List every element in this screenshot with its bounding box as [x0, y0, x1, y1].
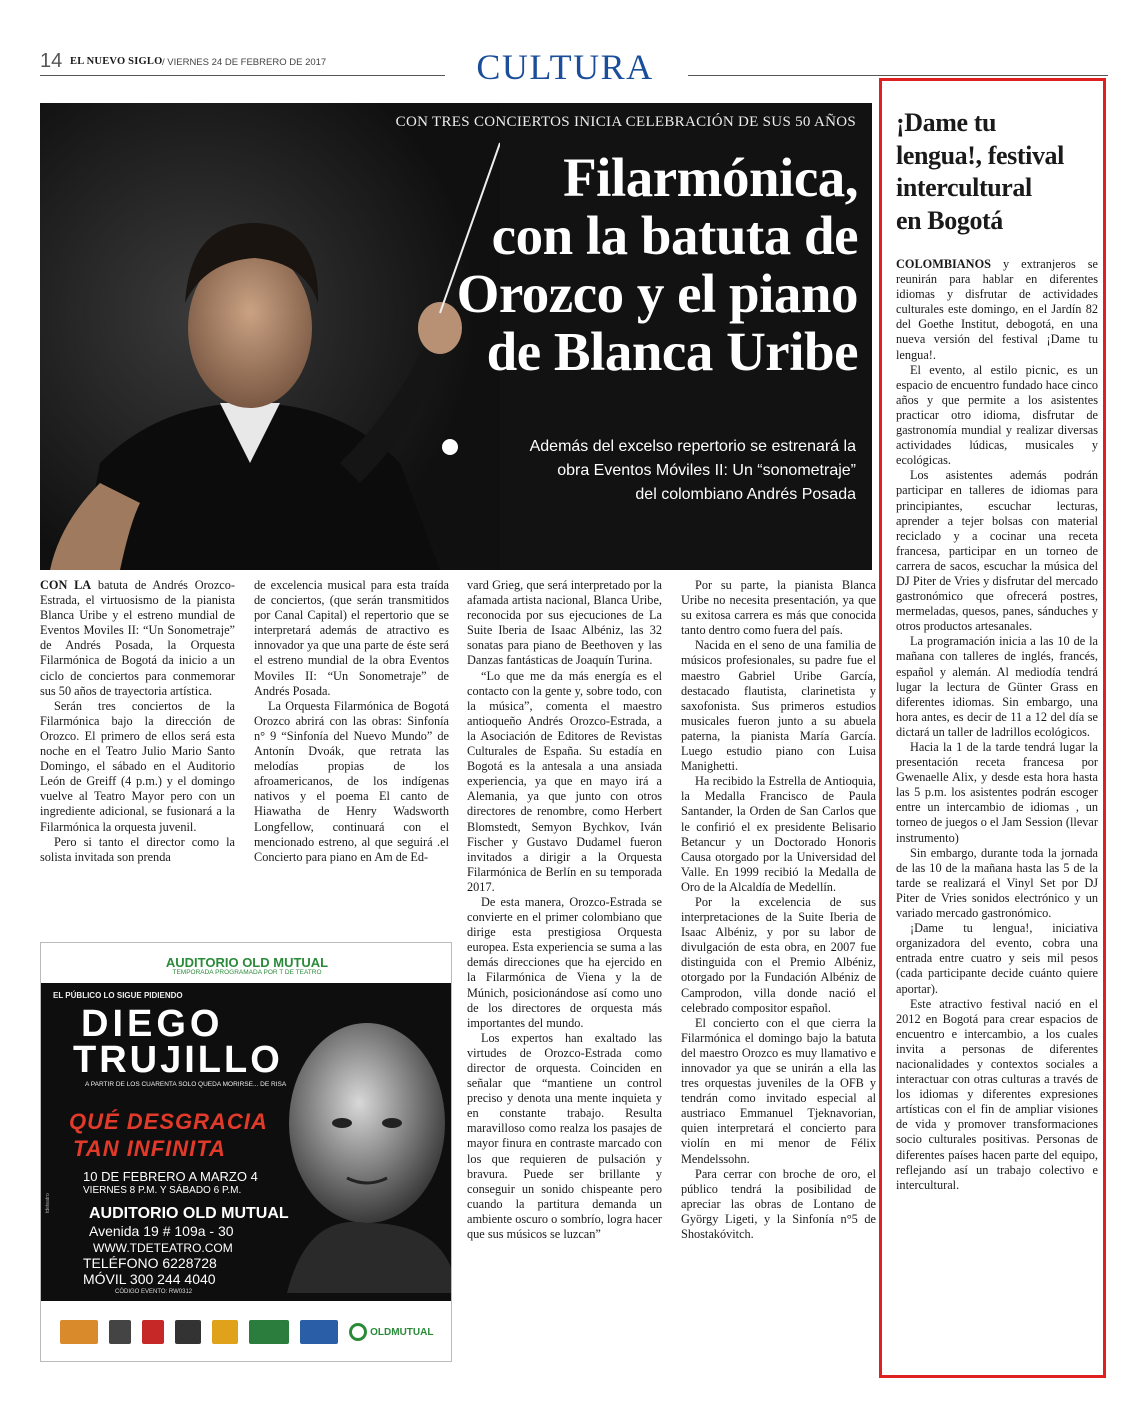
article-column-4 — [681, 578, 876, 1242]
show-times: VIERNES 8 P.M. Y SÁBADO 6 P.M. — [83, 1185, 242, 1196]
sponsor-logo — [212, 1320, 238, 1344]
venue-address: Avenida 19 # 109a - 30 — [89, 1223, 234, 1239]
theater-advertisement — [40, 942, 452, 1362]
sidebar-paragraph: Sin embargo, durante toda la jornada de las 10 de la mañana hasta las 5 de la tarde se realizará el Vinyl Set por DJ Piter de Vries sonidos electrónico y un variado mercado gastronómico. — [896, 845, 1098, 921]
header-rule-left — [40, 75, 445, 76]
article-paragraph: Para cerrar con broche de oro, el público tendrá la posibilidad de apreciar las obras de Lontano de György Ligeti, y la Sinfonía n°5 de Shostakóvitch. — [681, 1166, 876, 1242]
ad-mobile: MÓVIL 300 244 4040 — [83, 1271, 216, 1287]
sponsor-logo — [109, 1320, 131, 1344]
ad-vertical-credit: tdeteatro — [45, 1193, 51, 1213]
ad-phone: TELÉFONO 6228728 — [83, 1255, 217, 1271]
header-rule-right — [688, 75, 1108, 76]
performer-first-name: DIEGO — [81, 1003, 224, 1045]
sidebar-paragraph: ¡Dame tu lengua!, iniciativa organizadora del evento, cobra una entrada entre cuatro y seis mil pesos (cada participante decide cuánto quiere aportar). — [896, 921, 1098, 996]
newspaper-name: EL NUEVO SIGLO — [70, 56, 163, 67]
show-title-line: QUÉ DESGRACIA — [69, 1109, 268, 1134]
sponsor-logo — [175, 1320, 201, 1344]
headline-line: con la batuta de — [491, 205, 858, 266]
show-dates: 10 DE FEBRERO A MARZO 4 — [83, 1169, 258, 1184]
article-paragraph — [40, 578, 235, 699]
article-column-3 — [467, 578, 662, 1242]
sidebar-paragraph — [896, 257, 1098, 363]
article-column-1 — [40, 578, 235, 865]
issue-date: / VIERNES 24 DE FEBRERO DE 2017 — [162, 57, 327, 68]
ad-poster — [41, 983, 452, 1301]
article-paragraph: Los expertos han exaltado las virtudes de Orozco-Estrada como director de orquesta. Coinciden en señalar que “mantiene un control preciso y denota una mente inquieta y en constante trabajo. Resulta maravilloso como realza los pasajes de mayor finura en contraste marcado con los que requieren de pulsación y bravura. Puede ser brillante y conseguir un sonido chispeante pero cuando la partitura demanda un ambiente oscuro o sombrío, logra hacer que sus músicos se luzcan” — [467, 1030, 662, 1242]
sponsor-strip — [41, 1301, 452, 1362]
sidebar-headline-line: en Bogotá — [896, 205, 1003, 235]
sidebar-headline-line: ¡Dame tu — [896, 108, 997, 137]
headline-line: de Blanca Uribe — [486, 321, 858, 382]
headline-line: Filarmónica, — [563, 147, 858, 208]
paragraph-text: y extranjeros se reunirán para hablar en diferentes idiomas y disfrutar de actividades culturales este domingo, en el Jardín 82 del Goethe Institut, debogotá, en una nueva versión del festival ¡Dame tu lengua!. — [896, 257, 1098, 362]
sponsor-logo — [142, 1320, 164, 1344]
bullet-dot-icon — [442, 439, 458, 455]
ad-tag: EL PÚBLICO LO SIGUE PIDIENDO — [53, 991, 183, 1000]
old-mutual-icon — [349, 1323, 367, 1341]
article-paragraph: Por su parte, la pianista Blanca Uribe no necesita presentación, ya que su exitosa carrera es más que conocida tanto dentro como fuera del país. — [681, 578, 876, 638]
ad-venue-header: AUDITORIO OLD MUTUAL — [165, 955, 329, 970]
subheadline-line: Además del excelso repertorio se estrenará la — [529, 438, 856, 455]
sidebar-body — [896, 257, 1098, 1193]
sidebar-headline — [896, 107, 1101, 237]
sidebar-headline-line: intercultural — [896, 173, 1032, 202]
old-mutual-label: OLDMUTUAL — [370, 1326, 434, 1338]
sidebar-paragraph: Este atractivo festival nació en el 2012 en Bogotá para crear espacios de encuentro e intercambio, a los cuales invita a personas de diferentes nacionalidades y contextos sociales a interactuar con otras culturas a través de los idiomas y diferentes expresiones artísticas con el fin de ampliar visiones de vida y promover transformaciones socio culturales positivas. Personas de diferentes países hacen parte del equipo, reflejando así un trabajo colectivo e intercultural. — [896, 996, 1098, 1192]
event-code: CÓDIGO EVENTO: RW0312 — [115, 1289, 193, 1295]
article-paragraph: El concierto con el que cierra la Filarmónica el domingo bajo la batuta del maestro Orozco es muy llamativo e innovador ya que se unirán a ella las tres orquestas juveniles de la OFB y tendrán como invitado especial al austriaco Emmanuel Tjeknavorian, quien interpretará el concierto para violín en mi menor de Félix Mendelssohn. — [681, 1015, 876, 1166]
sponsor-logo — [60, 1320, 98, 1344]
section-title: CULTURA — [476, 47, 654, 87]
hero-banner — [40, 103, 872, 570]
article-paragraph: Ha recibido la Estrella de Antioquia, la Medalla Francisco de Paula Santander, la Orden de San Carlos que le confirió el ex presidente Belisario Betancur y un Doctorado Honoris Causa otorgado por la Universidad del Valle. En 1999 recibió la Medalla de Oro de la Alcaldía de Medellín. — [681, 774, 876, 894]
sponsor-logo — [300, 1320, 338, 1344]
article-paragraph: vard Grieg, que será interpretado por la afamada artista nacional, Blanca Uribe, reconocida por sus ejecuciones de La Suite Iberia de Isaac Albéniz, las 32 sonatas para piano de Beethoven y las Danzas fantásticas de Joaquín Turina. — [467, 578, 662, 668]
hero-kicker: CON TRES CONCIERTOS INICIA CELEBRACIÓN DE SUS 50 AÑOS — [395, 114, 856, 130]
article-paragraph: La Orquesta Filarmónica de Bogotá Orozco abrirá con las obras: Sinfonía n° 9 “Sinfonía del Nuevo Mundo” de Antonín Dvoák, que retrata las melodías propias de los afroamericanos, de los indígenas nativos y el poema El canto de Hiawatha de Henry Wadsworth Longfellow, continuará con el mencionado estreno, al que seguirá .el Concierto para piano en Am de Ed- — [254, 698, 449, 864]
ad-season: TEMPORADA PROGRAMADA POR T DE TEATRO — [172, 969, 322, 976]
lead-in: COLOMBIANOS — [896, 257, 991, 271]
paragraph-text: batuta de Andrés Orozco-Estrada, el virtuosismo de la pianista Blanca Uribe y el estreno mundial de Eventos Moviles II: “Un Sonometraje” de Andrés Posada, la Orquesta Filarmónica de Bogotá da inicio a un ciclo de conciertos para conmemorar sus 50 años de trayectoria artística. — [40, 578, 235, 698]
show-venue: AUDITORIO OLD MUTUAL — [89, 1205, 289, 1222]
sidebar-paragraph: Hacia la 1 de la tarde tendrá lugar la presentación receta francesa por Gwenaelle Alix, y desde esta hora hasta las 5 p.m. los asistentes podrán escoger entre un intercambio de idiomas , un torneo de juegos o el Jam Session (llevar instrumento) — [896, 740, 1098, 845]
ad-tagline: A PARTIR DE LOS CUARENTA SOLO QUEDA MORIRSE... DE RISA — [85, 1081, 287, 1088]
page-number: 14 — [40, 50, 63, 72]
article-paragraph: Serán tres conciertos de la Filarmónica bajo la dirección de Orozco. El primero de ellos será esta noche en el Teatro Julio Mario Santo Domingo, el sábado en el Auditorio León de Greiff (4 p.m.) y el domingo vuelve al Teatro Mayor pero con un ingrediente adicional, se fusionará a la Filarmónica la orquesta juvenil. — [40, 698, 235, 834]
ad-website: WWW.TDETEATRO.COM — [93, 1241, 233, 1255]
show-title-line: TAN INFINITA — [73, 1136, 226, 1161]
performer-last-name: TRUJILLO — [73, 1039, 283, 1081]
subheadline-line: del colombiano Andrés Posada — [635, 486, 856, 503]
article-paragraph: “Lo que me da más energía es el contacto con la gente y, sobre todo, con la música”, comenta el maestro antioqueño Andrés Orozco-Estrada, a la Asociación de Editores de Revistas Culturales de España. Su estadía en Bogotá es la antesala a una ansiada experiencia, ya que en mayo irá a Alemania, ya que junto con otros directores de renombre, como Herbert Blomstedt, Semyon Bychkov, Iván Fischer y Gustavo Dudamel fueron invitados a dirigir a la Orquesta Filarmónica de Berlín en su temporada 2017. — [467, 668, 662, 894]
article-paragraph: de excelencia musical para esta traída de conciertos, (que serán transmitidos por Canal Capital) el repertorio que se interpretará además de atractivo es innovador ya que una parte de éste será el estreno mundial de la obra Eventos Moviles II: “Un Sonometraje” de Andrés Posada. — [254, 578, 449, 698]
lead-in: CON LA — [40, 578, 92, 592]
article-column-2 — [254, 578, 449, 865]
subheadline-line: obra Eventos Móviles II: Un “sonometraje” — [557, 462, 856, 479]
sidebar-paragraph: La programación inicia a las 10 de la mañana con talleres de inglés, francés, español y alemán. Al mediodía tendrá lugar la lectura de Günter Grass en diferentes idiomas. Sin embargo, una hora antes, es decir de 11 a 12 del día se dictará un taller de ladrillos ecológicos. — [896, 634, 1098, 739]
sponsor-logo — [249, 1320, 289, 1344]
headline-line: Orozco y el piano — [456, 263, 858, 324]
sidebar-article — [879, 78, 1106, 1378]
hero-headline — [390, 149, 858, 381]
article-paragraph: Por la excelencia de sus interpretaciones de la Suite Iberia de Isaac Albéniz, y por su labor de divulgación de esta obra, en 2007 fue distinguida con el Premio Albéniz, otorgado por la Fundación Albéniz de Camprodon, villa donde nació el celebrado compositor español. — [681, 894, 876, 1015]
hero-subheadline — [460, 435, 856, 507]
old-mutual-logo — [349, 1323, 433, 1341]
sidebar-paragraph: Los asistentes además podrán participar en talleres de idiomas para principiantes, escuchar lecturas, aprender a tejer bolsas con material reciclado y a cocinar una receta francesa, participar en un torneo de carrera de sacos, escuchar la música del DJ Piter de Vries y disfrutar del mercado gastronómico que ofrecerá postres, mermeladas, quesos, panes, sánduches y otros productos artesanales. — [896, 468, 1098, 634]
performer-portrait — [267, 993, 452, 1293]
article-paragraph: De esta manera, Orozco-Estrada se convierte en el primer colombiano que dirige esta prestigiosa Orquesta europea. Esta experiencia se suma a las demás direcciones que ha ejercido en la Filarmónica de Viena y la de Múnich, posicionándose así como uno de los directores de orquesta más importantes del mundo. — [467, 894, 662, 1030]
article-paragraph: Nacida en el seno de una familia de músicos profesionales, su padre fue el maestro Gabriel Uribe García, destacado flautista, clarinetista y saxofonista. Sus primeros estudios musicales fueron junto a su abuela paterna, la pianista María García. Luego estudio piano con Luisa Manighetti. — [681, 638, 876, 774]
article-paragraph: Pero si tanto el director como la solista invitada son prenda — [40, 834, 235, 864]
sidebar-paragraph: El evento, al estilo picnic, es un espacio de encuentro fundado hace cinco años y que permite a los asistentes practicar otro idioma, disfrutar de gastronomía mundial y realizar diversas actividades lúdicas, musicales y ecológicas. — [896, 362, 1098, 468]
sidebar-headline-line: lengua!, festival — [896, 140, 1064, 170]
